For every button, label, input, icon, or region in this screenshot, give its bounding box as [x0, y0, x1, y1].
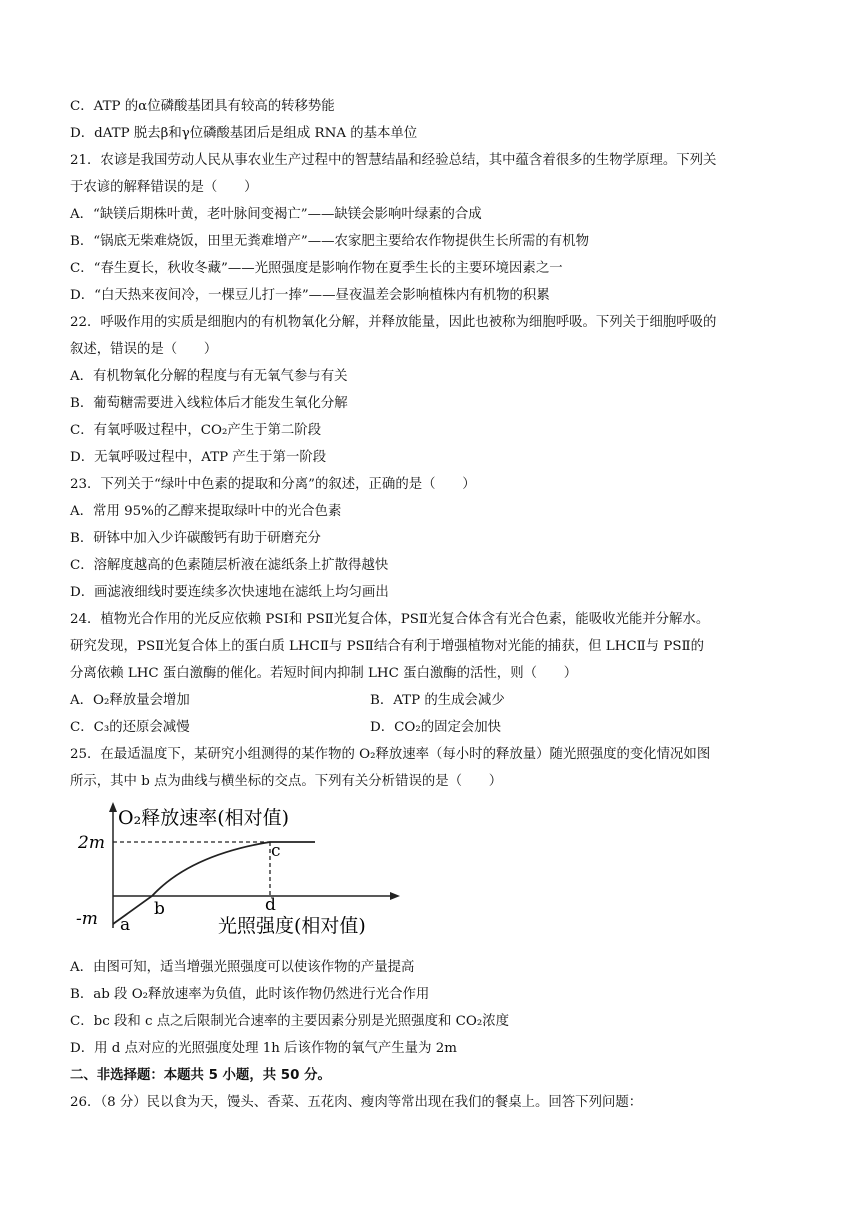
question-25-option-d: D．用 d 点对应的光照强度处理 1h 后该作物的氧气产生量为 2m — [70, 1041, 457, 1056]
question-26-stem: 26．（8 分）民以食为天，馒头、香菜、五花肉、瘦肉等常出现在我们的餐桌上。回答下列问题： — [70, 1095, 643, 1110]
question-22-option-d: D．无氧呼吸过程中，ATP 产生于第一阶段 — [70, 450, 327, 465]
option-d-datp: D．dATP 脱去β和γ位磷酸基团后是组成 RNA 的基本单位 — [70, 126, 418, 141]
point-label-c: c — [271, 841, 281, 861]
question-21-option-c: C．“春生夏长，秋收冬藏”——光照强度是影响作物在夏季生长的主要环境因素之一 — [70, 261, 563, 276]
ytick-neg-m: -m — [76, 909, 98, 929]
question-21-option-d: D．“白天热来夜间冷，一棵豆儿打一捧”——昼夜温差会影响植株内有机物的积累 — [70, 288, 550, 303]
question-24-option-c: C．C₃的还原会减慢 — [70, 720, 190, 735]
question-22-option-a: A．有机物氧化分解的程度与有无氧气参与有关 — [70, 369, 348, 384]
question-24-option-b: B．ATP 的生成会减少 — [370, 693, 505, 708]
question-22-stem: 22．呼吸作用的实质是细胞内的有机物氧化分解，并释放能量，因此也被称为细胞呼吸。下列关于细胞呼吸的 — [70, 315, 717, 330]
point-label-b: b — [154, 899, 165, 919]
section-2-heading: 二、非选择题：本题共 5 小题，共 50 分。 — [70, 1068, 331, 1083]
question-23-option-a: A．常用 95%的乙醇来提取绿叶中的光合色素 — [70, 504, 342, 519]
x-axis-label: 光照强度(相对值) — [218, 915, 366, 937]
question-22-option-b: B．葡萄糖需要进入线粒体后才能发生氧化分解 — [70, 396, 348, 411]
question-25-stem: 25．在最适温度下，某研究小组测得的某作物的 O₂释放速率（每小时的释放量）随光照强度的变化情况如图 — [70, 747, 711, 762]
option-c-atp: C．ATP 的α位磷酸基团具有较高的转移势能 — [70, 99, 335, 114]
question-24-stem: 24．植物光合作用的光反应依赖 PSⅠ和 PSⅡ光复合体，PSⅡ光复合体含有光合色素，能吸收光能并分解水。 — [70, 612, 710, 627]
question-24-stem-cont-2: 分离依赖 LHC 蛋白激酶的催化。若短时间内抑制 LHC 蛋白激酶的活性，则（ ） — [70, 666, 578, 681]
question-25-option-a: A．由图可知，适当增强光照强度可以使该作物的产量提高 — [70, 960, 415, 975]
point-label-a: a — [120, 915, 131, 935]
question-23-option-c: C．溶解度越高的色素随层析液在滤纸条上扩散得越快 — [70, 558, 389, 573]
question-21-option-b: B．“锅底无柴难烧饭，田里无粪难增产”——农家肥主要给农作物提供生长所需的有机物 — [70, 234, 589, 249]
x-axis-arrow — [390, 892, 400, 900]
question-24-stem-cont-1: 研究发现，PSⅡ光复合体上的蛋白质 LHCⅡ与 PSⅡ结合有利于增强植物对光能的捕获，但 LHCⅡ与 PSⅡ的 — [70, 639, 704, 654]
question-21-stem-cont: 于农谚的解释错误的是（ ） — [70, 180, 258, 195]
question-23-option-d: D．画滤液细线时要连续多次快速地在滤纸上均匀画出 — [70, 585, 389, 600]
o2-release-chart — [70, 800, 410, 950]
question-21-option-a: A．“缺镁后期株叶黄，老叶脉间变褐亡”——缺镁会影响叶绿素的合成 — [70, 207, 482, 222]
question-23-stem: 23．下列关于“绿叶中色素的提取和分离”的叙述，正确的是（ ） — [70, 477, 476, 492]
point-label-d: d — [265, 895, 276, 915]
question-24-option-d: D．CO₂的固定会加快 — [370, 720, 502, 735]
series-curve — [113, 842, 315, 924]
question-25-option-c: C．bc 段和 c 点之后限制光合速率的主要因素分别是光照强度和 CO₂浓度 — [70, 1014, 509, 1029]
question-22-stem-cont: 叙述，错误的是（ ） — [70, 342, 218, 357]
question-24-option-a: A．O₂释放量会增加 — [70, 693, 190, 708]
question-21-stem: 21．农谚是我国劳动人民从事农业生产过程中的智慧结晶和经验总结，其中蕴含着很多的生物学原理。下列关 — [70, 153, 717, 168]
ytick-2m: 2m — [78, 833, 105, 853]
y-axis-label: O₂释放速率(相对值) — [118, 807, 290, 829]
question-25-option-b: B．ab 段 O₂释放速率为负值，此时该作物仍然进行光合作用 — [70, 987, 430, 1002]
question-22-option-c: C．有氧呼吸过程中，CO₂产生于第二阶段 — [70, 423, 322, 438]
question-23-option-b: B．研钵中加入少许碳酸钙有助于研磨充分 — [70, 531, 321, 546]
question-25-stem-cont: 所示，其中 b 点为曲线与横坐标的交点。下列有关分析错误的是（ ） — [70, 774, 503, 789]
y-axis-arrow — [109, 802, 117, 812]
